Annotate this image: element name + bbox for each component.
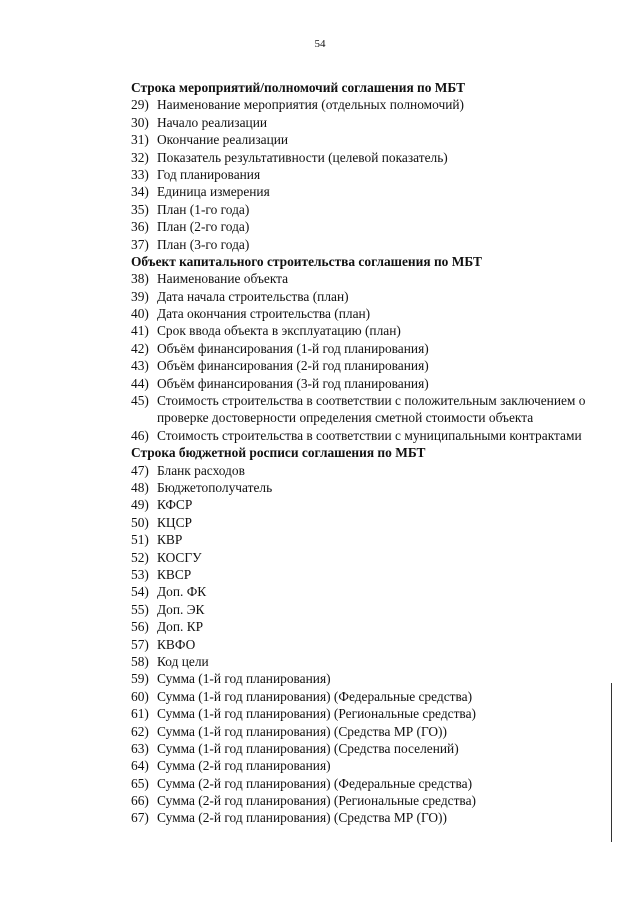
item-text: Сумма (1-й год планирования) (Средства МР (ГО)) xyxy=(157,723,447,739)
item-number: 57) xyxy=(131,636,149,652)
item-number: 47) xyxy=(131,462,149,478)
list-item xyxy=(131,688,595,705)
item-number: 41) xyxy=(131,323,149,339)
list-item xyxy=(131,427,595,444)
item-text: Доп. ЭК xyxy=(157,601,205,617)
item-number: 50) xyxy=(131,514,149,530)
list-item xyxy=(131,166,595,183)
item-text: КФСР xyxy=(157,497,193,513)
item-number: 64) xyxy=(131,758,149,774)
item-text: Бюджетополучатель xyxy=(157,480,273,496)
item-text: Дата начала строительства (план) xyxy=(157,288,349,304)
item-number: 53) xyxy=(131,566,149,582)
list-item xyxy=(131,479,595,496)
list-item xyxy=(131,183,595,200)
item-number: 35) xyxy=(131,201,149,217)
item-number: 51) xyxy=(131,532,149,548)
item-number: 29) xyxy=(131,97,149,113)
list-item xyxy=(131,270,595,287)
item-number: 61) xyxy=(131,706,149,722)
list-item xyxy=(131,305,595,322)
item-text: Стоимость строительства в соответствии с муниципальными контрактами xyxy=(157,427,582,443)
item-number: 60) xyxy=(131,688,149,704)
section-title-construction: Объект капитального строительства соглашения по МБТ xyxy=(131,253,482,269)
item-number: 45) xyxy=(131,393,149,409)
list-item xyxy=(131,809,595,826)
item-text: Объём финансирования (2-й год планирования) xyxy=(157,358,429,374)
item-text: Сумма (1-й год планирования) (Региональные средства) xyxy=(157,706,476,722)
list-item xyxy=(131,583,595,600)
list-item xyxy=(131,340,595,357)
item-text: Показатель результативности (целевой показатель) xyxy=(157,149,448,165)
item-text: Единица измерения xyxy=(157,184,270,200)
list-item xyxy=(131,566,595,583)
item-number: 37) xyxy=(131,236,149,252)
item-number: 66) xyxy=(131,793,149,809)
item-text: Наименование объекта xyxy=(157,271,289,287)
list-item xyxy=(131,531,595,548)
item-number: 52) xyxy=(131,549,149,565)
item-number: 48) xyxy=(131,480,149,496)
list-item xyxy=(131,236,595,253)
list-item xyxy=(131,357,595,374)
list-item xyxy=(131,705,595,722)
item-number: 58) xyxy=(131,653,149,669)
section-title-activities: Строка мероприятий/полномочий соглашения по МБТ xyxy=(131,80,466,95)
item-text: Дата окончания строительства (план) xyxy=(157,306,371,322)
item-text: Сумма (2-й год планирования) (Федеральные средства) xyxy=(157,775,473,791)
list-item xyxy=(131,514,595,531)
list-item xyxy=(131,792,595,809)
list-item xyxy=(131,740,595,757)
item-text: Объём финансирования (3-й год планирования) xyxy=(157,375,429,391)
list-item xyxy=(131,653,595,670)
item-text: Сумма (2-й год планирования) (Средства МР (ГО)) xyxy=(157,810,447,826)
item-text: Сумма (1-й год планирования) (Федеральные средства) xyxy=(157,688,473,704)
item-number: 34) xyxy=(131,184,149,200)
item-number: 59) xyxy=(131,671,149,687)
item-text: Доп. КР xyxy=(157,619,204,635)
item-text: Окончание реализации xyxy=(157,132,289,148)
list-item xyxy=(131,201,595,218)
item-number: 44) xyxy=(131,375,149,391)
item-number: 65) xyxy=(131,775,149,791)
item-text: Начало реализации xyxy=(157,114,268,130)
item-text: Сумма (1-й год планирования) xyxy=(157,671,331,687)
list-item xyxy=(131,375,595,392)
list-item xyxy=(131,496,595,513)
list-item xyxy=(131,322,595,339)
list-item xyxy=(131,723,595,740)
list-item xyxy=(131,96,595,113)
item-text: Код цели xyxy=(157,653,209,669)
margin-scan-line xyxy=(611,683,612,842)
list-item xyxy=(131,218,595,235)
item-text: Бланк расходов xyxy=(157,462,245,478)
item-number: 62) xyxy=(131,723,149,739)
item-text: Год планирования xyxy=(157,166,261,182)
list-item xyxy=(131,462,595,479)
list-item xyxy=(131,601,595,618)
item-text: Объём финансирования (1-й год планирования) xyxy=(157,340,429,356)
item-number: 55) xyxy=(131,601,149,617)
item-text: Сумма (2-й год планирования) (Региональные средства) xyxy=(157,793,476,809)
item-number: 33) xyxy=(131,166,149,182)
list-item xyxy=(131,636,595,653)
item-text: Сумма (2-й год планирования) xyxy=(157,758,331,774)
document-body xyxy=(131,79,595,827)
item-number: 40) xyxy=(131,306,149,322)
item-number: 36) xyxy=(131,219,149,235)
item-text: План (2-го года) xyxy=(157,219,250,235)
list-item xyxy=(131,392,595,427)
item-number: 46) xyxy=(131,427,149,443)
list-item xyxy=(131,618,595,635)
item-text: Доп. ФК xyxy=(157,584,207,600)
list-item xyxy=(131,549,595,566)
page-number: 54 xyxy=(314,38,326,50)
item-text: КЦСР xyxy=(157,514,192,530)
list-item xyxy=(131,131,595,148)
list-item xyxy=(131,775,595,792)
section-title-budget: Строка бюджетной росписи соглашения по МБТ xyxy=(131,445,426,461)
item-text: КОСГУ xyxy=(157,549,202,565)
item-number: 42) xyxy=(131,340,149,356)
list-item xyxy=(131,114,595,131)
item-number: 63) xyxy=(131,740,149,756)
item-text: План (1-го года) xyxy=(157,201,250,217)
item-number: 39) xyxy=(131,288,149,304)
list-item xyxy=(131,288,595,305)
item-number: 56) xyxy=(131,619,149,635)
item-number: 32) xyxy=(131,149,149,165)
item-number: 49) xyxy=(131,497,149,513)
item-number: 43) xyxy=(131,358,149,374)
item-text: Стоимость строительства в соответствии с положительным заключением о проверке достоверности определения сметной стоимости объекта xyxy=(157,393,586,426)
item-text: КВСР xyxy=(157,566,192,582)
item-text: План (3-го года) xyxy=(157,236,250,252)
item-number: 31) xyxy=(131,132,149,148)
list-item xyxy=(131,149,595,166)
item-number: 38) xyxy=(131,271,149,287)
item-number: 30) xyxy=(131,114,149,130)
item-text: КВР xyxy=(157,532,183,548)
item-number: 54) xyxy=(131,584,149,600)
item-text: Наименование мероприятия (отдельных полномочий) xyxy=(157,97,465,113)
item-text: Сумма (1-й год планирования) (Средства поселений) xyxy=(157,740,459,756)
list-item xyxy=(131,670,595,687)
list-item xyxy=(131,757,595,774)
item-text: Срок ввода объекта в эксплуатацию (план) xyxy=(157,323,401,339)
item-number: 67) xyxy=(131,810,149,826)
item-text: КВФО xyxy=(157,636,196,652)
